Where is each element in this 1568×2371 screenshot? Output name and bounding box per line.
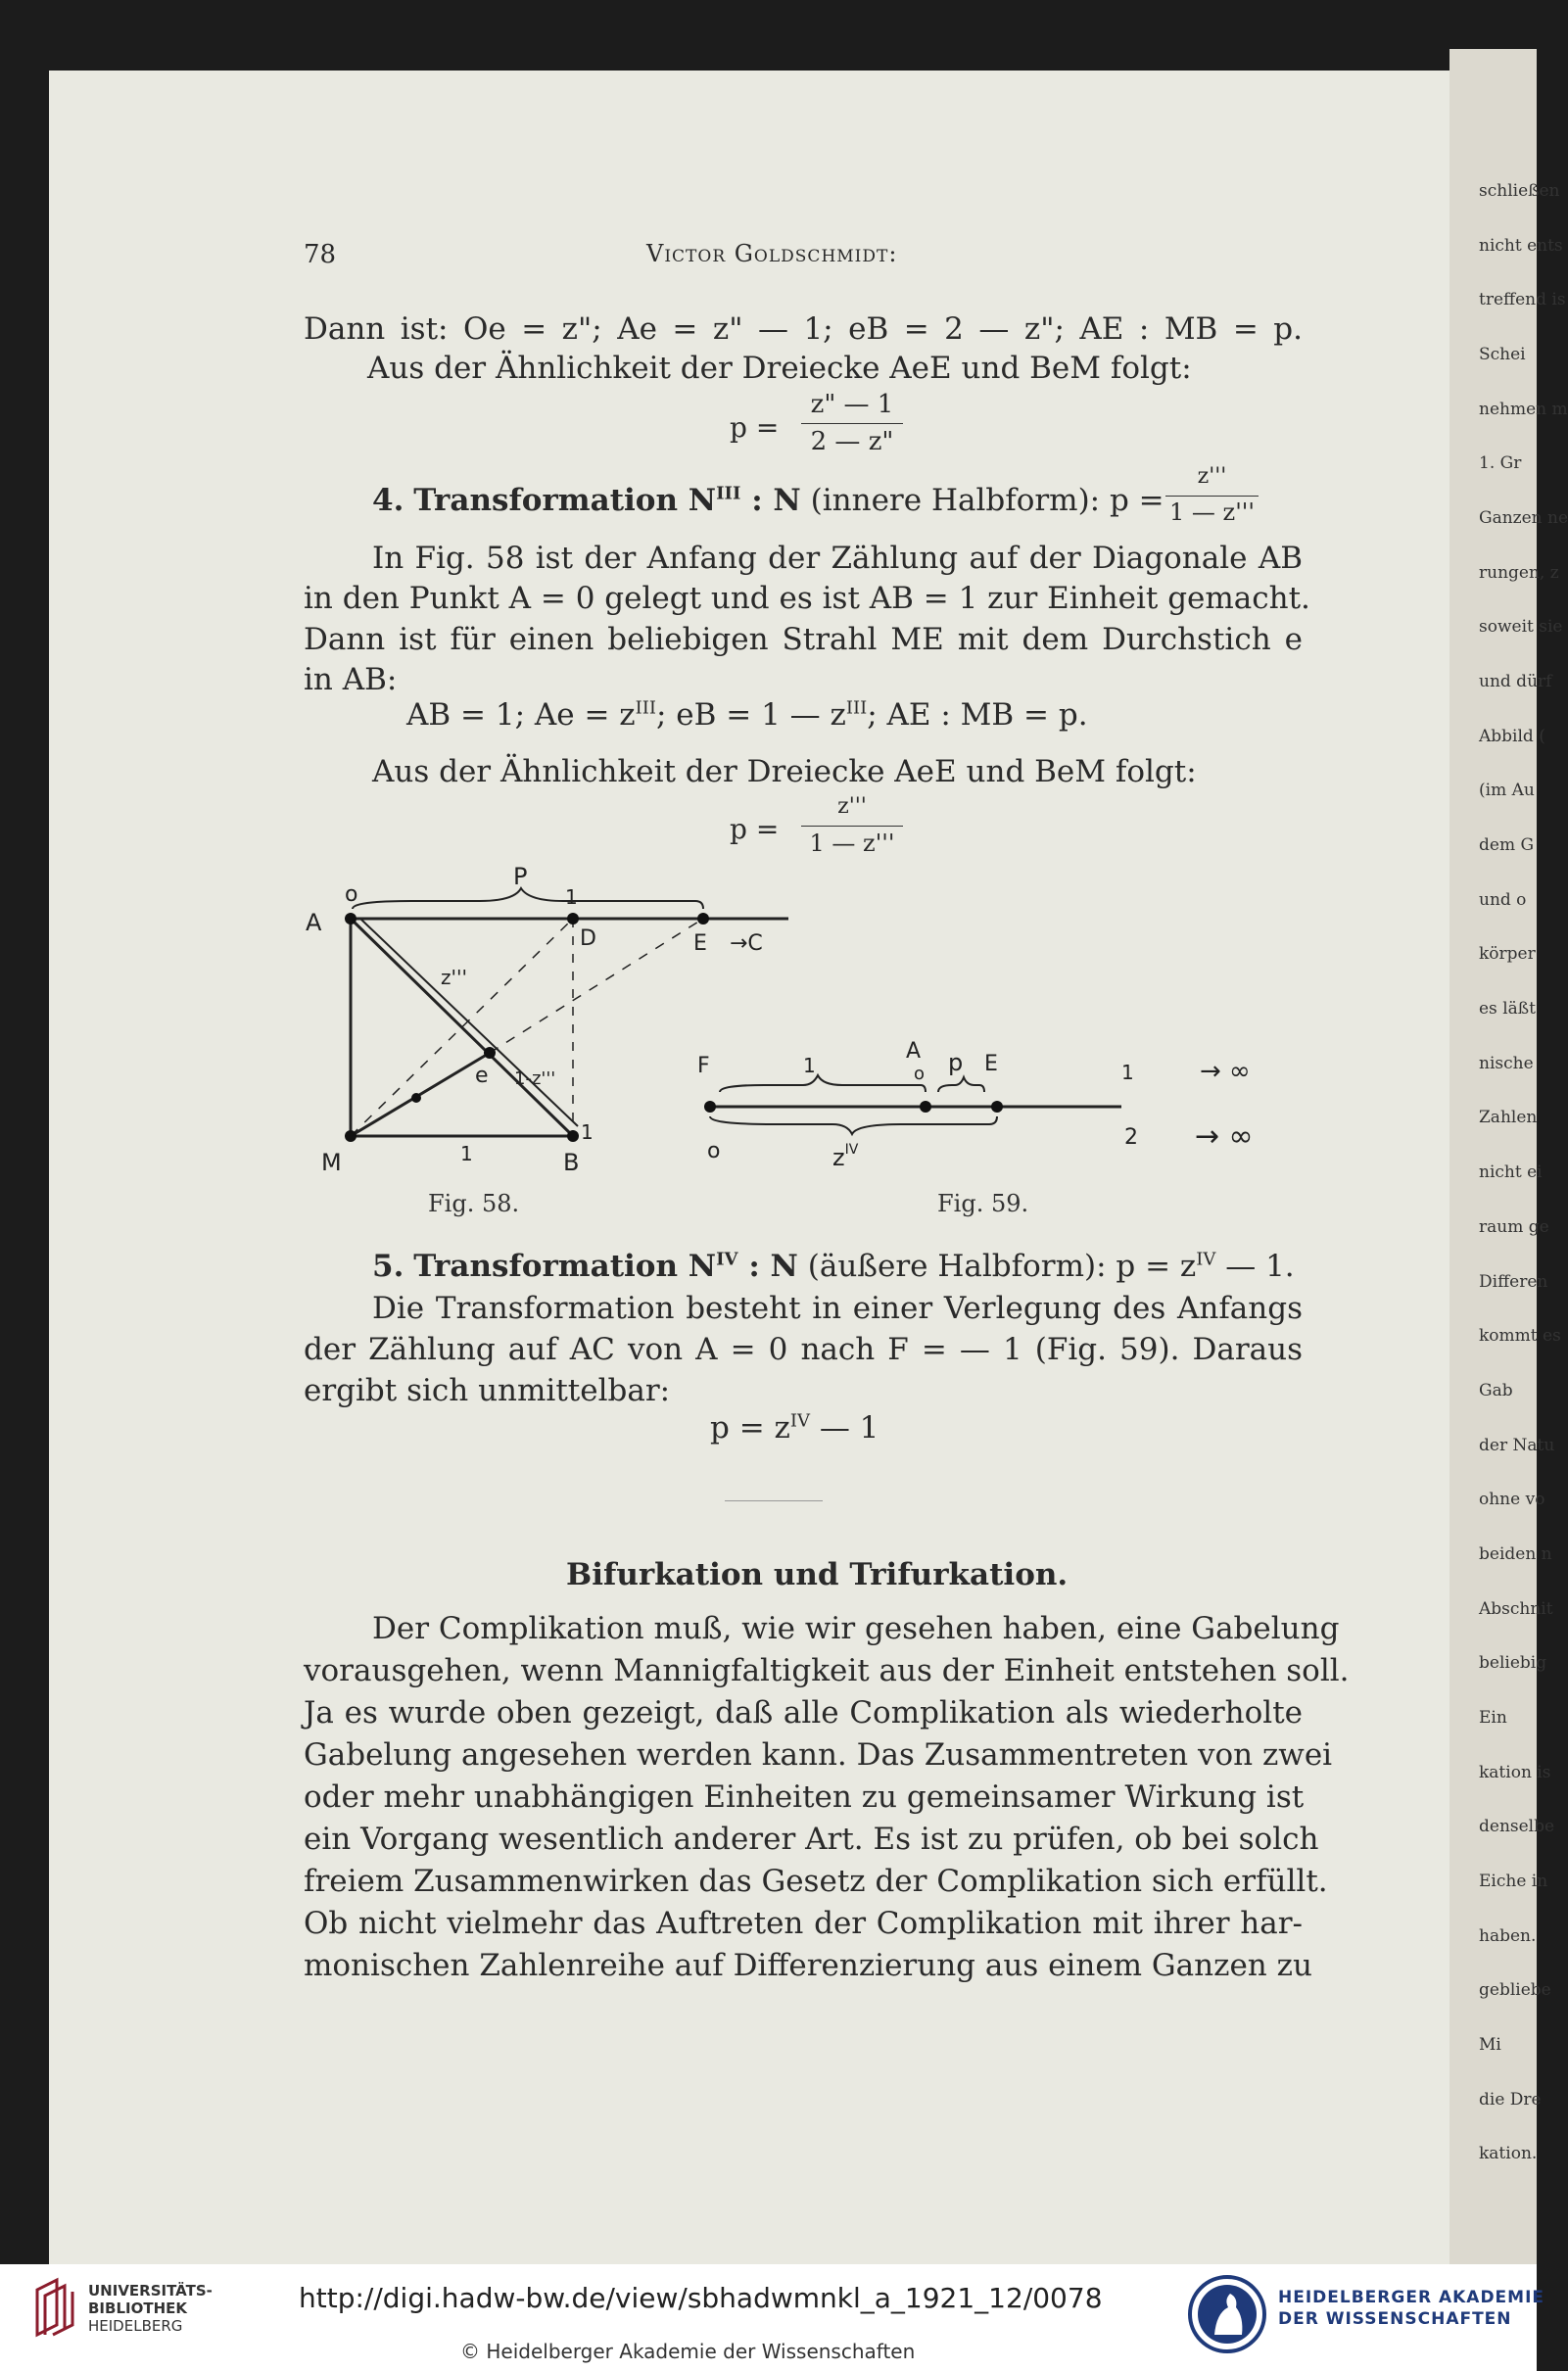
edge-word: kation. xyxy=(1479,2144,1538,2164)
text-line: ein Vorgang wesentlich anderer Art. Es ist zu prüfen, ob bei solch xyxy=(304,1822,1319,1857)
edge-word: Zahlen xyxy=(1479,1108,1538,1128)
section-5-heading xyxy=(372,1249,1295,1284)
equation-line xyxy=(406,697,1088,733)
label-C: →C xyxy=(730,931,763,956)
equation-part: ; eB = 1 — z xyxy=(655,697,846,733)
text-line: Der Complikation muß, wie wir gesehen haben, eine Gabelung xyxy=(372,1611,1340,1646)
fraction-bar xyxy=(801,826,903,827)
text-line: oder mehr unabhängigen Einheiten zu gemeinsamer Wirkung ist xyxy=(304,1779,1305,1815)
edge-word: es läßt xyxy=(1479,999,1536,1020)
edge-word: nicht ents xyxy=(1479,235,1563,256)
label-A: A xyxy=(306,909,322,936)
label-ziv xyxy=(832,1142,859,1171)
label-two: 2 xyxy=(1124,1125,1138,1150)
label-A: A xyxy=(906,1039,922,1064)
point-aux xyxy=(411,1093,421,1103)
equation-part: AB = 1; Ae = z xyxy=(406,697,636,733)
text-line: in AB: xyxy=(304,662,398,697)
formula-numerator: z" — 1 xyxy=(810,390,894,419)
point-D xyxy=(567,913,579,925)
fraction-bar xyxy=(801,423,903,424)
formula-denominator: 2 — z" xyxy=(810,427,894,456)
footer-bar xyxy=(0,2264,1545,2371)
line-Me xyxy=(351,1053,490,1136)
superscript: IV xyxy=(789,1410,810,1432)
text-line: Aus der Ähnlichkeit der Dreiecke AeE und BeM folgt: xyxy=(367,351,1192,386)
point-M xyxy=(345,1130,356,1142)
text-line: Ja es wurde oben gezeigt, daß alle Complikation als wiederholte xyxy=(304,1695,1303,1731)
equation-part: — 1 xyxy=(809,1410,879,1446)
brace-p xyxy=(353,888,703,909)
section-title: Transformation N xyxy=(413,483,717,518)
edge-word: Differen xyxy=(1479,1271,1548,1292)
edge-word: dem G xyxy=(1479,835,1535,856)
edge-word: Schei xyxy=(1479,345,1526,365)
label-one-top: 1 xyxy=(565,885,578,909)
edge-word: und o xyxy=(1479,889,1527,910)
section-title-rest: : N xyxy=(740,483,801,518)
edge-word: nehmen m xyxy=(1479,399,1568,419)
label-E: E xyxy=(693,931,707,956)
point-e xyxy=(484,1047,496,1059)
formula-lhs: p = xyxy=(730,813,780,845)
section-description-end: — 1. xyxy=(1215,1249,1295,1284)
formula-numerator: z''' xyxy=(837,794,867,819)
edge-word: soweit sie xyxy=(1479,617,1563,638)
text-line: Die Transformation besteht in einer Verlegung des Anfangs xyxy=(372,1291,1303,1326)
edge-word: beiden n xyxy=(1479,1543,1552,1564)
edge-word: denselbe xyxy=(1479,1817,1555,1837)
text-line: Dann ist: Oe = z"; Ae = z" — 1; eB = 2 — z"; AE : MB = p. xyxy=(304,311,1303,347)
text-line: Dann ist für einen beliebigen Strahl ME mit dem Durchstich e xyxy=(304,622,1303,657)
edge-word: 1. Gr xyxy=(1479,453,1522,474)
superscript: IV xyxy=(1196,1249,1216,1270)
edge-word: gebliebe xyxy=(1479,1980,1551,2001)
text-line: ergibt sich unmittelbar: xyxy=(304,1373,671,1408)
section-description: (innere Halbform): p = xyxy=(810,483,1164,518)
section-number: 4. xyxy=(372,483,404,518)
label-z3: z''' xyxy=(441,966,467,989)
label-F: F xyxy=(697,1054,710,1078)
brace-ziv xyxy=(710,1116,997,1134)
point-E xyxy=(697,913,709,925)
academy-name-line1: HEIDELBERGER AKADEMIE xyxy=(1278,2288,1545,2307)
label-one-r: 1 xyxy=(1121,1061,1134,1084)
point-A xyxy=(920,1101,931,1113)
copyright: © Heidelberger Akademie der Wissenschaften xyxy=(460,2340,916,2363)
superscript: III xyxy=(845,697,868,719)
edge-word: Abschnit xyxy=(1479,1598,1553,1619)
edge-word: nische xyxy=(1479,1053,1534,1073)
label-one-right: 1 xyxy=(581,1120,594,1144)
edge-word: haben. xyxy=(1479,1925,1537,1946)
edge-word: raum ge xyxy=(1479,1216,1549,1237)
label-p: p xyxy=(948,1049,964,1076)
text-line: In Fig. 58 ist der Anfang der Zählung auf der Diagonale AB xyxy=(372,541,1303,576)
library-name-line1: UNIVERSITÄTS- xyxy=(88,2282,213,2300)
point-E xyxy=(991,1101,1003,1113)
point-A xyxy=(345,913,356,925)
text-line: Ob nicht vielmehr das Auftreten der Complikation mit ihrer har- xyxy=(304,1906,1303,1941)
brace-p xyxy=(938,1077,984,1092)
superscript: III xyxy=(635,697,656,719)
section-divider xyxy=(725,1500,823,1501)
running-title: Victor Goldschmidt: xyxy=(646,240,898,267)
label-one-bottom: 1 xyxy=(460,1142,473,1165)
label-infinity-2: → ∞ xyxy=(1195,1119,1254,1154)
edge-word: (im Au xyxy=(1479,781,1535,801)
page-number: 78 xyxy=(304,240,337,269)
label-one-minus-z: 1-z''' xyxy=(514,1068,556,1089)
edge-word: körper xyxy=(1479,944,1536,965)
permalink-url[interactable]: http://digi.hadw-bw.de/view/sbhadwmnkl_a_1921_12/0078 xyxy=(299,2282,1103,2314)
edge-word: schließen xyxy=(1479,181,1560,201)
label-o: o xyxy=(345,882,358,907)
section-title-rest: : N xyxy=(737,1249,798,1284)
formula-numerator: z''' xyxy=(1197,464,1227,489)
figure-59-caption: Fig. 59. xyxy=(937,1190,1029,1217)
brace-one xyxy=(720,1075,926,1092)
label-ziv-sup: IV xyxy=(844,1142,859,1158)
figure-58-caption: Fig. 58. xyxy=(428,1190,520,1217)
edge-word: ohne vo xyxy=(1479,1490,1545,1510)
equation-part: ; AE : MB = p. xyxy=(867,697,1088,733)
formula-lhs: p = xyxy=(730,411,780,444)
text-line: vorausgehen, wenn Mannigfaltigkeit aus der Einheit entstehen soll. xyxy=(304,1653,1350,1688)
label-one: 1 xyxy=(803,1054,816,1077)
point-B xyxy=(567,1130,579,1142)
section-4-heading xyxy=(372,483,1164,518)
edge-word: Mi xyxy=(1479,2034,1501,2055)
edge-word: der Natu xyxy=(1479,1435,1555,1455)
edge-word: kation is xyxy=(1479,1762,1551,1782)
label-B: B xyxy=(563,1149,580,1176)
edge-word: Abbild ( xyxy=(1479,726,1545,746)
equation-line xyxy=(710,1410,879,1446)
library-logo-icon xyxy=(29,2278,78,2337)
text-line: der Zählung auf AC von A = 0 nach F = — 1 (Fig. 59). Daraus xyxy=(304,1332,1303,1367)
point-F xyxy=(704,1101,716,1113)
edge-word: Ein xyxy=(1479,1707,1507,1728)
section-title: Transformation N xyxy=(413,1249,717,1284)
superscript: IV xyxy=(716,1249,738,1270)
text-line: monischen Zahlenreihe auf Differenzierung aus einem Ganzen zu xyxy=(304,1948,1312,1983)
edge-word: rungen, z xyxy=(1479,562,1559,583)
edge-word: treffend is xyxy=(1479,290,1566,310)
superscript: III xyxy=(716,483,741,504)
library-name-line3: HEIDELBERG xyxy=(88,2317,183,2335)
edge-word: Eiche in xyxy=(1479,1871,1548,1891)
edge-word: und dürf xyxy=(1479,672,1552,692)
academy-name-line2: DER WISSENSCHAFTEN xyxy=(1278,2309,1512,2329)
section-heading: Bifurkation und Trifurkation. xyxy=(566,1557,1069,1592)
edge-word: Ganzen ne xyxy=(1479,508,1568,529)
edge-word: beliebig xyxy=(1479,1653,1547,1674)
section-description: (äußere Halbform): p = z xyxy=(807,1249,1197,1284)
text-line: Aus der Ähnlichkeit der Dreiecke AeE und BeM folgt: xyxy=(372,754,1197,789)
text-line: freiem Zusammenwirken das Gesetz der Complikation sich erfüllt. xyxy=(304,1864,1328,1899)
edge-word: die Dre xyxy=(1479,2089,1542,2110)
label-M: M xyxy=(321,1149,342,1176)
label-o-top: o xyxy=(914,1064,926,1084)
label-ziv-base: z xyxy=(832,1144,845,1171)
label-e: e xyxy=(475,1064,489,1088)
edge-word: kommt es xyxy=(1479,1326,1561,1347)
formula-denominator: 1 — z''' xyxy=(809,830,895,857)
label-zero: o xyxy=(707,1139,721,1163)
section-number: 5. xyxy=(372,1249,404,1284)
fraction-bar xyxy=(1165,496,1259,497)
text-line: in den Punkt A = 0 gelegt und es ist AB = 1 zur Einheit gemacht. xyxy=(304,581,1310,616)
equation-part: p = z xyxy=(710,1410,790,1446)
text-line: Gabelung angesehen werden kann. Das Zusammentreten von zwei xyxy=(304,1737,1333,1773)
edge-word: nicht ei xyxy=(1479,1162,1543,1183)
edge-word: Gab xyxy=(1479,1380,1513,1400)
academy-seal-icon xyxy=(1187,2274,1267,2354)
label-p: P xyxy=(513,863,528,890)
line-eE xyxy=(490,919,703,1053)
formula-denominator: 1 — z''' xyxy=(1169,498,1255,526)
label-infinity-1: → ∞ xyxy=(1200,1057,1251,1086)
label-D: D xyxy=(580,926,596,951)
figure-59 xyxy=(686,1038,1312,1185)
label-E: E xyxy=(984,1052,998,1076)
library-name-line2: BIBLIOTHEK xyxy=(88,2300,187,2317)
